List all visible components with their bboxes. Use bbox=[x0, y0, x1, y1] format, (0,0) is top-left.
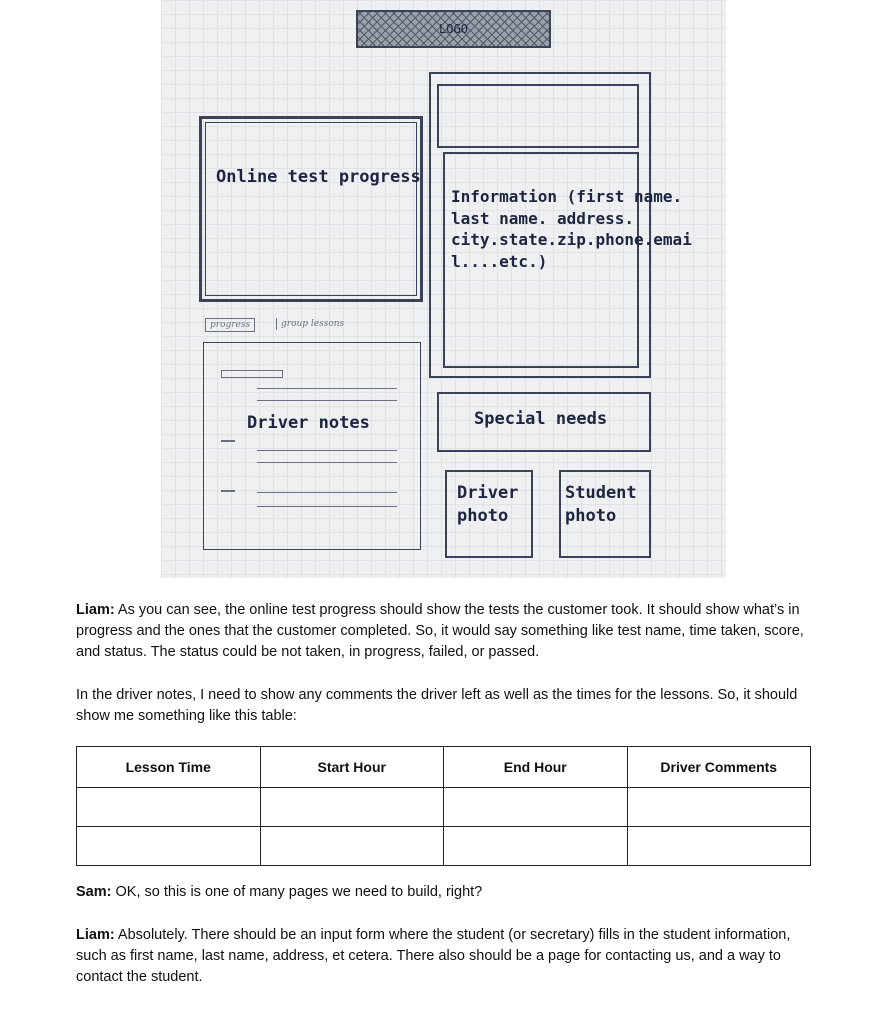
table-cell bbox=[260, 788, 444, 827]
speaker-liam: Liam: bbox=[76, 602, 115, 618]
tab-progress: progress bbox=[205, 318, 255, 332]
note-dash bbox=[221, 490, 235, 492]
paragraph-liam-2 bbox=[76, 925, 816, 988]
paragraph-driver-notes bbox=[76, 685, 816, 727]
wireframe-sketch bbox=[161, 0, 726, 578]
logo-placeholder bbox=[356, 10, 551, 48]
paragraph-sam bbox=[76, 882, 816, 903]
logo-label: LOGO bbox=[439, 22, 468, 36]
note-line bbox=[257, 450, 397, 451]
information-label: Information (first name. last name. address. city.state.zip.phone.emai l....etc.) bbox=[451, 187, 692, 271]
speaker-liam: Liam: bbox=[76, 927, 115, 943]
tab-group-lessons: group lessons bbox=[276, 318, 348, 330]
student-photo-label: Student photo bbox=[565, 483, 637, 526]
table-cell bbox=[444, 788, 628, 827]
speaker-sam: Sam: bbox=[76, 884, 112, 900]
driver-notes-label: Driver notes bbox=[247, 413, 370, 433]
paragraph-text: As you can see, the online test progress should show the tests the customer took. It should show what’s in progress and the ones that the customer completed. So, it would say something like test name, time taken, score, and status. The status could be not taken, in progress, failed, or passed. bbox=[76, 602, 804, 660]
table-cell bbox=[260, 827, 444, 866]
note-line bbox=[257, 506, 397, 507]
note-line bbox=[257, 400, 397, 401]
note-dash bbox=[221, 440, 235, 442]
header-end-hour: End Hour bbox=[444, 747, 628, 788]
paragraph-liam-1 bbox=[76, 600, 816, 663]
online-test-progress-inner bbox=[205, 122, 417, 296]
note-marker bbox=[221, 370, 283, 378]
note-line bbox=[257, 492, 397, 493]
note-line bbox=[257, 388, 397, 389]
header-driver-comments: Driver Comments bbox=[627, 747, 811, 788]
table-cell bbox=[77, 827, 261, 866]
lesson-table bbox=[76, 746, 811, 866]
table-header-row bbox=[77, 747, 811, 788]
information-header-box bbox=[437, 84, 639, 148]
driver-photo-label: Driver photo bbox=[457, 483, 519, 526]
table-row bbox=[77, 827, 811, 866]
table-cell bbox=[444, 827, 628, 866]
paragraph-text: In the driver notes, I need to show any comments the driver left as well as the times for the lessons. So, it should show me something like this table: bbox=[76, 687, 798, 724]
paragraph-text: OK, so this is one of many pages we need to build, right? bbox=[115, 884, 483, 900]
table-row bbox=[77, 788, 811, 827]
header-start-hour: Start Hour bbox=[260, 747, 444, 788]
paragraph-text: Absolutely. There should be an input form where the student (or secretary) fills in the student information, such as first name, last name, address, et cetera. There also should be a page for contacting us, and a way to contact the student. bbox=[76, 927, 791, 985]
online-test-progress-label: Online test progress bbox=[216, 167, 421, 187]
note-line bbox=[257, 462, 397, 463]
table-cell bbox=[627, 788, 811, 827]
header-lesson-time: Lesson Time bbox=[77, 747, 261, 788]
table-cell bbox=[627, 827, 811, 866]
table-cell bbox=[77, 788, 261, 827]
special-needs-label: Special needs bbox=[474, 409, 608, 429]
